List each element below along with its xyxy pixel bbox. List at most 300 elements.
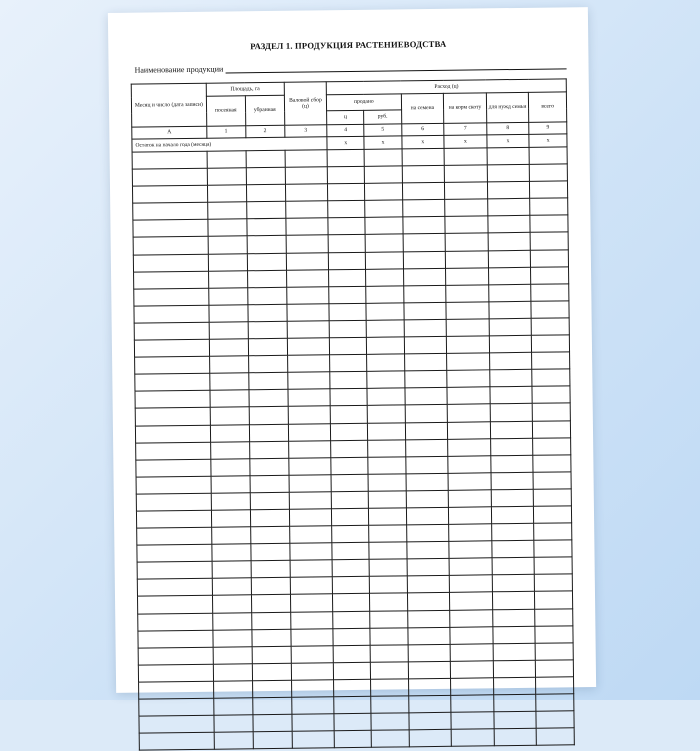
table-cell[interactable]: [405, 388, 448, 406]
table-cell[interactable]: [286, 235, 329, 253]
table-cell[interactable]: [534, 489, 572, 507]
table-cell[interactable]: [138, 664, 213, 682]
table-cell[interactable]: [249, 373, 288, 391]
table-cell[interactable]: [489, 352, 532, 370]
table-cell[interactable]: [330, 406, 367, 424]
table-cell[interactable]: [444, 148, 487, 166]
table-cell[interactable]: [213, 646, 252, 664]
table-cell[interactable]: [208, 270, 247, 288]
table-cell[interactable]: [450, 644, 493, 662]
table-cell[interactable]: [367, 371, 404, 389]
table-cell[interactable]: [407, 627, 450, 645]
table-cell[interactable]: [247, 253, 286, 271]
table-cell[interactable]: [406, 490, 449, 508]
table-cell[interactable]: [492, 558, 535, 576]
table-cell[interactable]: [370, 576, 407, 594]
table-cell[interactable]: [451, 729, 494, 747]
table-cell[interactable]: [334, 713, 371, 731]
table-cell[interactable]: [136, 493, 211, 511]
table-cell[interactable]: [331, 474, 368, 492]
table-cell[interactable]: [139, 715, 214, 733]
table-cell[interactable]: [330, 337, 367, 355]
table-cell[interactable]: [246, 184, 285, 202]
table-cell[interactable]: [249, 407, 288, 425]
table-cell[interactable]: [251, 543, 290, 561]
table-cell[interactable]: [288, 406, 331, 424]
table-cell[interactable]: [134, 288, 209, 306]
table-cell[interactable]: [535, 625, 573, 643]
table-cell[interactable]: [213, 664, 252, 682]
table-cell[interactable]: [329, 252, 366, 270]
table-cell[interactable]: [332, 508, 369, 526]
table-cell[interactable]: [532, 403, 570, 421]
table-cell[interactable]: [404, 336, 447, 354]
table-cell[interactable]: [132, 151, 207, 169]
table-cell[interactable]: [246, 167, 285, 185]
table-cell[interactable]: [451, 695, 494, 713]
table-cell[interactable]: [404, 353, 447, 371]
table-cell[interactable]: [402, 183, 445, 201]
table-cell[interactable]: [531, 249, 569, 267]
table-cell[interactable]: [530, 164, 568, 182]
table-cell[interactable]: [286, 252, 329, 270]
table-cell[interactable]: [213, 629, 252, 647]
table-cell[interactable]: [408, 678, 451, 696]
table-cell[interactable]: [288, 389, 331, 407]
table-cell[interactable]: [133, 237, 208, 255]
table-cell[interactable]: [365, 217, 402, 235]
table-cell[interactable]: [450, 592, 493, 610]
table-cell[interactable]: [408, 661, 451, 679]
table-cell[interactable]: [329, 303, 366, 321]
table-cell[interactable]: [137, 561, 212, 579]
table-cell[interactable]: [251, 561, 290, 579]
table-cell[interactable]: [445, 250, 488, 268]
table-cell[interactable]: [331, 440, 368, 458]
table-cell[interactable]: [330, 372, 367, 390]
table-cell[interactable]: [211, 527, 250, 545]
table-cell[interactable]: [370, 610, 407, 628]
table-cell[interactable]: [289, 475, 332, 493]
table-cell[interactable]: [213, 681, 252, 699]
table-cell[interactable]: [449, 507, 492, 525]
table-cell[interactable]: [288, 423, 331, 441]
table-cell[interactable]: [408, 644, 451, 662]
table-cell[interactable]: [134, 305, 209, 323]
table-cell[interactable]: [402, 200, 445, 218]
table-cell[interactable]: [246, 150, 285, 168]
table-cell[interactable]: [291, 680, 334, 698]
table-cell[interactable]: [210, 390, 249, 408]
table-cell[interactable]: [369, 559, 406, 577]
table-cell[interactable]: [212, 578, 251, 596]
table-cell[interactable]: [290, 560, 333, 578]
table-cell[interactable]: [532, 386, 570, 404]
table-cell[interactable]: [368, 422, 405, 440]
table-cell[interactable]: [535, 643, 573, 661]
table-cell[interactable]: [214, 698, 253, 716]
table-cell[interactable]: [494, 728, 537, 746]
table-cell[interactable]: [532, 335, 570, 353]
table-cell[interactable]: [407, 559, 450, 577]
table-cell[interactable]: [366, 269, 403, 287]
table-cell[interactable]: [446, 267, 489, 285]
table-cell[interactable]: [536, 694, 574, 712]
table-cell[interactable]: [290, 594, 333, 612]
table-cell[interactable]: [364, 149, 401, 167]
table-cell[interactable]: [531, 301, 569, 319]
table-cell[interactable]: [249, 424, 288, 442]
table-cell[interactable]: [406, 541, 449, 559]
table-cell[interactable]: [449, 524, 492, 542]
table-cell[interactable]: [490, 421, 533, 439]
table-cell[interactable]: [404, 371, 447, 389]
table-cell[interactable]: [534, 540, 572, 558]
table-cell[interactable]: [248, 355, 287, 373]
table-cell[interactable]: [333, 594, 370, 612]
table-cell[interactable]: [285, 201, 328, 219]
table-cell[interactable]: [531, 267, 569, 285]
table-cell[interactable]: [247, 236, 286, 254]
table-cell[interactable]: [402, 217, 445, 235]
table-cell[interactable]: [211, 510, 250, 528]
table-cell[interactable]: [289, 457, 332, 475]
table-cell[interactable]: [533, 455, 571, 473]
table-cell[interactable]: [368, 457, 405, 475]
table-cell[interactable]: [286, 287, 329, 305]
table-cell[interactable]: [405, 422, 448, 440]
table-cell[interactable]: [333, 645, 370, 663]
table-cell[interactable]: [287, 355, 330, 373]
table-cell[interactable]: [139, 698, 214, 716]
table-cell[interactable]: [534, 557, 572, 575]
table-cell[interactable]: [334, 696, 371, 714]
table-cell[interactable]: [446, 336, 489, 354]
table-cell[interactable]: [448, 473, 491, 491]
table-cell[interactable]: [446, 285, 489, 303]
table-cell[interactable]: [138, 647, 213, 665]
table-cell[interactable]: [489, 370, 532, 388]
table-cell[interactable]: [287, 338, 330, 356]
table-cell[interactable]: [447, 370, 490, 388]
table-cell[interactable]: [136, 510, 211, 528]
table-cell[interactable]: [137, 544, 212, 562]
table-cell[interactable]: [489, 318, 532, 336]
table-cell[interactable]: [285, 167, 328, 185]
table-cell[interactable]: [207, 185, 246, 203]
table-cell[interactable]: [247, 287, 286, 305]
table-cell[interactable]: [133, 254, 208, 272]
table-cell[interactable]: [489, 301, 532, 319]
table-cell[interactable]: [328, 218, 365, 236]
table-cell[interactable]: [536, 728, 574, 746]
table-cell[interactable]: [367, 354, 404, 372]
table-cell[interactable]: [251, 595, 290, 613]
table-cell[interactable]: [253, 731, 292, 749]
table-cell[interactable]: [289, 509, 332, 527]
table-cell[interactable]: [494, 711, 537, 729]
table-cell[interactable]: [250, 492, 289, 510]
table-cell[interactable]: [132, 185, 207, 203]
table-cell[interactable]: [405, 405, 448, 423]
table-cell[interactable]: [207, 202, 246, 220]
table-cell[interactable]: [291, 697, 334, 715]
table-cell[interactable]: [534, 506, 572, 524]
table-cell[interactable]: [447, 353, 490, 371]
table-cell[interactable]: [247, 219, 286, 237]
table-cell[interactable]: [531, 284, 569, 302]
table-cell[interactable]: [252, 663, 291, 681]
table-cell[interactable]: [246, 202, 285, 220]
table-cell[interactable]: [489, 335, 532, 353]
table-cell[interactable]: [291, 663, 334, 681]
table-cell[interactable]: [333, 628, 370, 646]
table-cell[interactable]: [407, 610, 450, 628]
table-cell[interactable]: [285, 150, 328, 168]
table-cell[interactable]: [493, 660, 536, 678]
table-cell[interactable]: [209, 339, 248, 357]
table-cell[interactable]: [211, 458, 250, 476]
table-cell[interactable]: [530, 198, 568, 216]
table-cell[interactable]: [248, 338, 287, 356]
table-cell[interactable]: [333, 577, 370, 595]
table-cell[interactable]: [449, 575, 492, 593]
table-cell[interactable]: [212, 544, 251, 562]
table-cell[interactable]: [530, 181, 568, 199]
table-cell[interactable]: [404, 319, 447, 337]
table-cell[interactable]: [134, 339, 209, 357]
table-cell[interactable]: [492, 540, 535, 558]
table-cell[interactable]: [208, 236, 247, 254]
table-cell[interactable]: [533, 472, 571, 490]
table-cell[interactable]: [250, 509, 289, 527]
table-cell[interactable]: [286, 269, 329, 287]
table-cell[interactable]: [403, 251, 446, 269]
table-cell[interactable]: [287, 304, 330, 322]
table-cell[interactable]: [135, 391, 210, 409]
table-cell[interactable]: [289, 492, 332, 510]
table-cell[interactable]: [289, 526, 332, 544]
table-cell[interactable]: [446, 319, 489, 337]
table-cell[interactable]: [451, 712, 494, 730]
table-cell[interactable]: [210, 373, 249, 391]
table-cell[interactable]: [536, 677, 574, 695]
table-cell[interactable]: [530, 232, 568, 250]
table-cell[interactable]: [490, 404, 533, 422]
table-cell[interactable]: [209, 322, 248, 340]
table-cell[interactable]: [533, 420, 571, 438]
table-cell[interactable]: [332, 542, 369, 560]
table-cell[interactable]: [369, 508, 406, 526]
table-cell[interactable]: [448, 438, 491, 456]
table-cell[interactable]: [209, 356, 248, 374]
table-cell[interactable]: [251, 612, 290, 630]
table-cell[interactable]: [291, 628, 334, 646]
table-cell[interactable]: [402, 165, 445, 183]
table-cell[interactable]: [330, 389, 367, 407]
table-cell[interactable]: [328, 184, 365, 202]
table-cell[interactable]: [488, 216, 531, 234]
table-cell[interactable]: [406, 473, 449, 491]
table-cell[interactable]: [448, 421, 491, 439]
table-cell[interactable]: [487, 182, 530, 200]
table-cell[interactable]: [292, 731, 335, 749]
table-cell[interactable]: [534, 523, 572, 541]
table-cell[interactable]: [210, 424, 249, 442]
table-cell[interactable]: [207, 151, 246, 169]
table-cell[interactable]: [448, 490, 491, 508]
table-cell[interactable]: [214, 732, 253, 750]
table-cell[interactable]: [136, 476, 211, 494]
table-cell[interactable]: [492, 575, 535, 593]
table-cell[interactable]: [292, 714, 335, 732]
table-cell[interactable]: [211, 493, 250, 511]
table-cell[interactable]: [445, 199, 488, 217]
table-cell[interactable]: [135, 425, 210, 443]
table-cell[interactable]: [135, 408, 210, 426]
table-cell[interactable]: [134, 271, 209, 289]
table-cell[interactable]: [366, 251, 403, 269]
table-cell[interactable]: [366, 286, 403, 304]
table-cell[interactable]: [445, 182, 488, 200]
table-cell[interactable]: [366, 234, 403, 252]
table-cell[interactable]: [136, 459, 211, 477]
table-cell[interactable]: [327, 149, 364, 167]
table-cell[interactable]: [491, 523, 534, 541]
table-cell[interactable]: [529, 147, 567, 165]
table-cell[interactable]: [248, 321, 287, 339]
table-cell[interactable]: [252, 680, 291, 698]
table-cell[interactable]: [487, 164, 530, 182]
table-cell[interactable]: [488, 250, 531, 268]
table-cell[interactable]: [248, 304, 287, 322]
table-cell[interactable]: [212, 595, 251, 613]
table-cell[interactable]: [450, 661, 493, 679]
table-cell[interactable]: [535, 574, 573, 592]
table-cell[interactable]: [249, 441, 288, 459]
table-cell[interactable]: [332, 560, 369, 578]
table-cell[interactable]: [328, 201, 365, 219]
table-cell[interactable]: [287, 372, 330, 390]
table-cell[interactable]: [288, 440, 331, 458]
table-cell[interactable]: [334, 730, 371, 748]
table-cell[interactable]: [371, 679, 408, 697]
table-cell[interactable]: [491, 489, 534, 507]
table-cell[interactable]: [137, 579, 212, 597]
table-cell[interactable]: [445, 216, 488, 234]
table-cell[interactable]: [334, 662, 371, 680]
table-cell[interactable]: [533, 437, 571, 455]
table-cell[interactable]: [488, 267, 531, 285]
table-cell[interactable]: [449, 541, 492, 559]
table-cell[interactable]: [531, 318, 569, 336]
table-cell[interactable]: [492, 592, 535, 610]
table-cell[interactable]: [214, 715, 253, 733]
table-cell[interactable]: [406, 507, 449, 525]
table-cell[interactable]: [133, 203, 208, 221]
table-cell[interactable]: [211, 476, 250, 494]
table-cell[interactable]: [208, 288, 247, 306]
table-cell[interactable]: [444, 165, 487, 183]
table-cell[interactable]: [403, 268, 446, 286]
table-cell[interactable]: [207, 168, 246, 186]
table-cell[interactable]: [136, 442, 211, 460]
table-cell[interactable]: [371, 713, 408, 731]
table-cell[interactable]: [409, 730, 452, 748]
table-cell[interactable]: [135, 373, 210, 391]
table-cell[interactable]: [372, 730, 409, 748]
table-cell[interactable]: [492, 609, 535, 627]
table-cell[interactable]: [491, 455, 534, 473]
table-cell[interactable]: [250, 526, 289, 544]
table-cell[interactable]: [210, 441, 249, 459]
table-cell[interactable]: [409, 712, 452, 730]
table-cell[interactable]: [247, 270, 286, 288]
table-cell[interactable]: [535, 591, 573, 609]
table-cell[interactable]: [487, 199, 530, 217]
table-cell[interactable]: [445, 233, 488, 251]
table-cell[interactable]: [402, 148, 445, 166]
table-cell[interactable]: [407, 576, 450, 594]
table-cell[interactable]: [250, 475, 289, 493]
table-cell[interactable]: [368, 439, 405, 457]
table-cell[interactable]: [208, 219, 247, 237]
table-cell[interactable]: [334, 679, 371, 697]
table-cell[interactable]: [367, 388, 404, 406]
table-cell[interactable]: [403, 302, 446, 320]
table-cell[interactable]: [370, 627, 407, 645]
table-cell[interactable]: [371, 645, 408, 663]
table-cell[interactable]: [331, 423, 368, 441]
table-cell[interactable]: [448, 456, 491, 474]
table-cell[interactable]: [135, 356, 210, 374]
table-cell[interactable]: [138, 613, 213, 631]
table-cell[interactable]: [331, 457, 368, 475]
table-cell[interactable]: [487, 147, 530, 165]
table-cell[interactable]: [328, 166, 365, 184]
table-cell[interactable]: [332, 491, 369, 509]
table-cell[interactable]: [368, 474, 405, 492]
table-cell[interactable]: [367, 337, 404, 355]
table-cell[interactable]: [365, 200, 402, 218]
table-cell[interactable]: [132, 168, 207, 186]
table-cell[interactable]: [252, 629, 291, 647]
table-cell[interactable]: [403, 234, 446, 252]
table-cell[interactable]: [369, 491, 406, 509]
table-cell[interactable]: [493, 677, 536, 695]
table-cell[interactable]: [407, 593, 450, 611]
table-cell[interactable]: [530, 215, 568, 233]
table-cell[interactable]: [139, 732, 214, 750]
table-cell[interactable]: [447, 404, 490, 422]
table-cell[interactable]: [287, 321, 330, 339]
table-cell[interactable]: [405, 456, 448, 474]
table-cell[interactable]: [139, 681, 214, 699]
table-cell[interactable]: [286, 218, 329, 236]
table-cell[interactable]: [137, 596, 212, 614]
table-cell[interactable]: [250, 458, 289, 476]
table-cell[interactable]: [371, 696, 408, 714]
table-cell[interactable]: [137, 527, 212, 545]
table-cell[interactable]: [493, 643, 536, 661]
table-cell[interactable]: [406, 524, 449, 542]
table-cell[interactable]: [138, 630, 213, 648]
table-cell[interactable]: [365, 166, 402, 184]
table-cell[interactable]: [536, 711, 574, 729]
table-cell[interactable]: [536, 660, 574, 678]
table-cell[interactable]: [329, 320, 366, 338]
table-cell[interactable]: [333, 611, 370, 629]
